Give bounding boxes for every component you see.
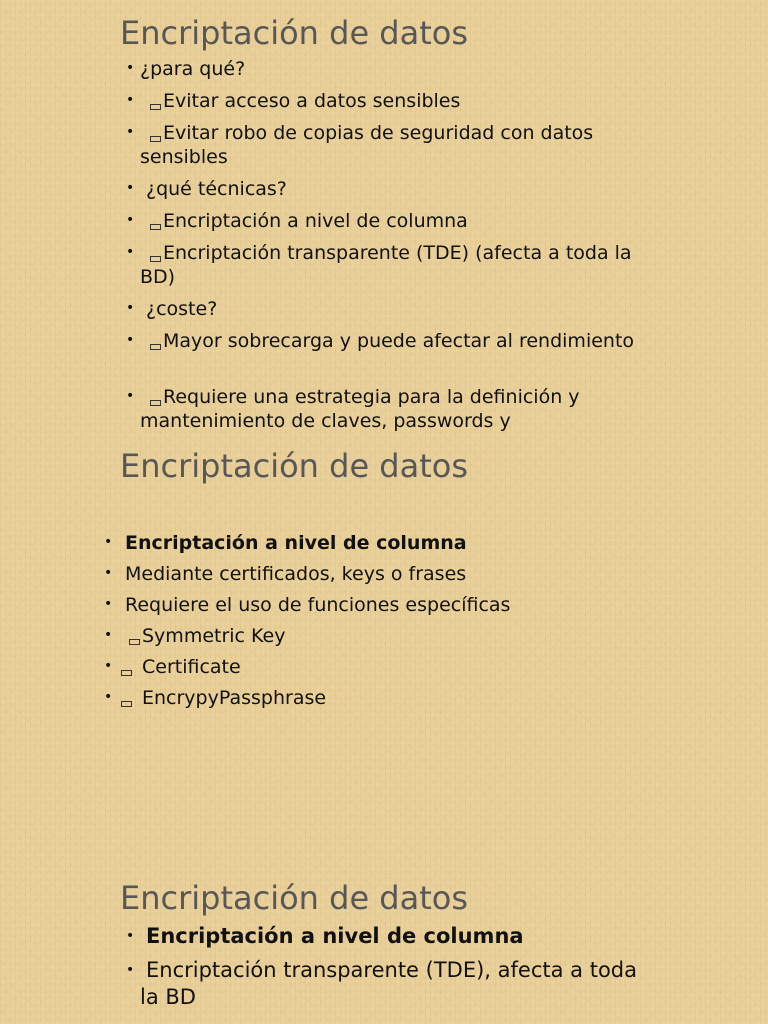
- bullet-item: [126, 89, 640, 113]
- bullet-text: Evitar acceso a datos sensibles: [163, 90, 461, 112]
- bullet-dot-icon: •: [126, 332, 135, 348]
- bullet-item: [126, 923, 640, 950]
- bullet-text: Requiere una estrategia para la definición y mantenimiento de claves, passwords y: [140, 386, 580, 432]
- sub-marker-icon: [150, 104, 161, 110]
- bullet-dot-icon: •: [126, 928, 135, 944]
- bullet-item: [126, 177, 640, 201]
- bullet-dot-icon: •: [126, 388, 135, 404]
- slide-title: Encriptación de datos: [120, 14, 469, 52]
- bullet-dot-icon: •: [126, 962, 135, 978]
- bullet-item: [126, 385, 640, 433]
- bullet-item: [126, 957, 640, 1011]
- bullet-item: [104, 593, 665, 617]
- bullet-dot-icon: •: [104, 596, 113, 612]
- bullet-text: Encriptación transparente (TDE), afecta a toda la BD: [140, 958, 637, 1009]
- bullet-item: [104, 531, 665, 555]
- sub-marker-icon: [150, 136, 161, 142]
- bullet-text: Certificate: [142, 656, 241, 678]
- slide-title: Encriptación de datos: [120, 879, 469, 917]
- bullet-text: Symmetric Key: [142, 625, 286, 647]
- sub-marker-icon: [150, 224, 161, 230]
- bullet-text: Encriptación a nivel de columna: [163, 210, 468, 232]
- slide-3: [0, 860, 768, 1024]
- sub-marker-icon: [129, 639, 140, 645]
- bullet-dot-icon: •: [104, 534, 113, 550]
- slide-1: [0, 0, 768, 440]
- bullet-text: ¿qué técnicas?: [146, 178, 287, 200]
- bullet-dot-icon: •: [104, 627, 113, 643]
- bullet-text: Evitar robo de copias de seguridad con datos sensibles: [140, 122, 594, 168]
- bullet-text: ¿coste?: [146, 298, 218, 320]
- sub-marker-icon: [150, 400, 161, 406]
- bullet-item: [126, 121, 640, 169]
- bullet-text: Encriptación a nivel de columna: [125, 532, 467, 554]
- bullet-item: [126, 241, 640, 289]
- bullet-dot-icon: •: [104, 565, 113, 581]
- slide-title: Encriptación de datos: [120, 447, 469, 485]
- sub-marker-icon: [121, 670, 132, 676]
- slide-2: [0, 440, 768, 860]
- bullet-dot-icon: •: [126, 124, 135, 140]
- bullet-text: EncrypyPassphrase: [142, 687, 327, 709]
- bullet-item: [126, 209, 640, 233]
- bullet-text: ¿para qué?: [140, 58, 246, 80]
- bullet-item: [126, 57, 640, 81]
- bullet-dot-icon: •: [126, 244, 135, 260]
- bullet-dot-icon: •: [104, 658, 113, 674]
- bullet-text: Requiere el uso de funciones específicas: [125, 594, 511, 616]
- bullet-item: [126, 297, 640, 321]
- bullet-item: [104, 655, 665, 679]
- bullet-dot-icon: •: [126, 180, 135, 196]
- bullet-dot-icon: •: [126, 212, 135, 228]
- bullet-text: Encriptación a nivel de columna: [146, 924, 524, 948]
- sub-marker-icon: [121, 701, 132, 707]
- bullet-text: Mediante certificados, keys o frases: [125, 563, 467, 585]
- bullet-text: Encriptación transparente (TDE) (afecta a toda la BD): [140, 242, 632, 288]
- bullet-item: [104, 562, 665, 586]
- bullet-dot-icon: •: [104, 689, 113, 705]
- bullet-dot-icon: •: [126, 60, 135, 76]
- bullet-item: [104, 624, 665, 648]
- sub-marker-icon: [150, 256, 161, 262]
- bullet-dot-icon: •: [126, 92, 135, 108]
- bullet-text: Mayor sobrecarga y puede afectar al rendimiento: [163, 330, 635, 352]
- bullet-item: [104, 686, 665, 710]
- bullet-item: [126, 329, 640, 353]
- sub-marker-icon: [150, 344, 161, 350]
- bullet-dot-icon: •: [126, 300, 135, 316]
